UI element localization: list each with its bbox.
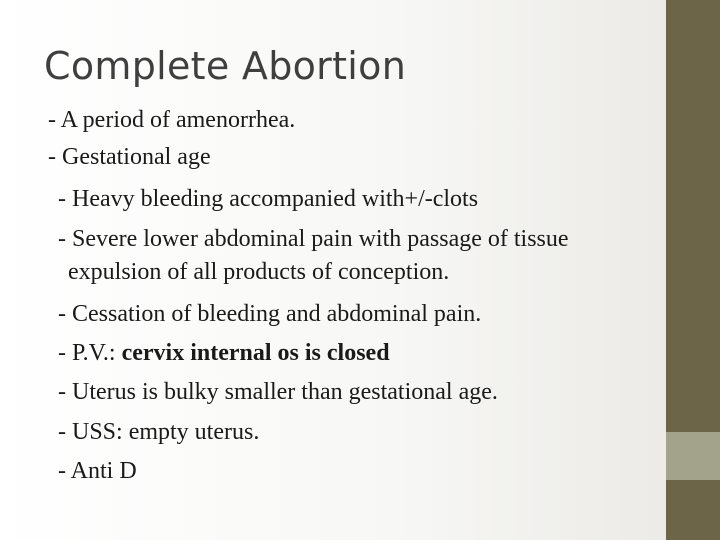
bullet-cessation: - Cessation of bleeding and abdominal pain. [58, 301, 482, 327]
bullet-uss: - USS: empty uterus. [58, 419, 260, 445]
bullet-uterus-size: - Uterus is bulky smaller than gestational age. [58, 379, 498, 405]
pv-label: - P.V.: [58, 340, 116, 366]
bullet-heavy-bleeding: - Heavy bleeding accompanied with+/-clots [58, 186, 479, 212]
bullet-abdominal-pain: - Severe lower abdominal pain with passage of tissue [58, 226, 569, 252]
bullet-anti-d: - Anti D [58, 458, 137, 484]
bullet-pv-exam [58, 341, 390, 365]
accent-bar-bottom [666, 480, 720, 540]
bullet-amenorrhea: - A period of amenorrhea. [48, 107, 296, 133]
bullet-gestational-age: - Gestational age [48, 144, 211, 170]
accent-bar-highlight [666, 432, 720, 480]
pv-finding-bold: cervix internal os is closed [121, 340, 390, 366]
bullet-abdominal-pain-continued: expulsion of all products of conception. [68, 259, 450, 285]
slide-title: Complete Abortion [44, 44, 407, 88]
accent-bar-top [666, 0, 720, 432]
